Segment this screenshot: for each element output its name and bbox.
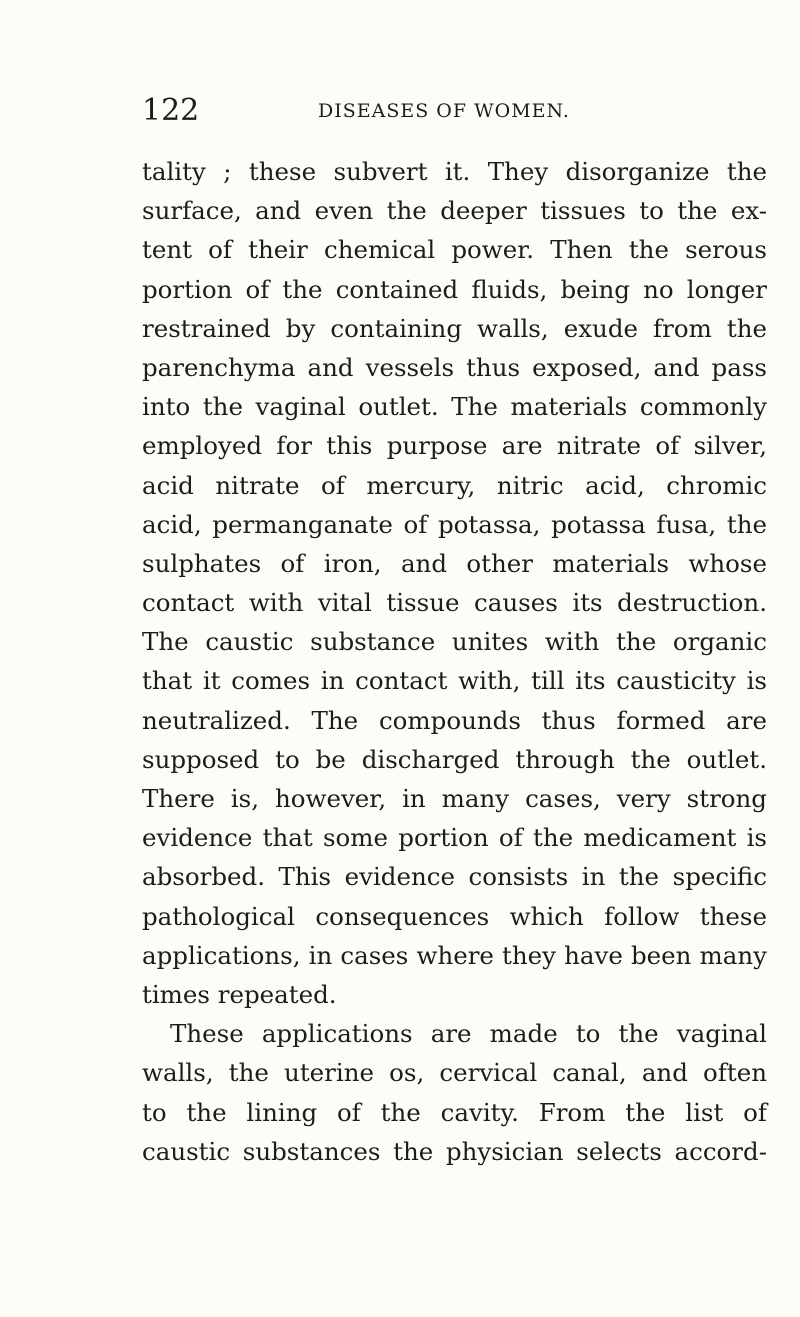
text-line: supposed to be discharged through the outlet. [142, 744, 767, 774]
text-line: to the lining of the cavity. From the list of [142, 1097, 767, 1127]
text-line: The caustic substance unites with the organic [142, 627, 767, 657]
text-line: sulphates of iron, and other materials whose [142, 548, 767, 578]
text-line: acid nitrate of mercury, nitric acid, chromic [142, 470, 767, 500]
text-line: employed for this purpose are nitrate of silver, [142, 431, 767, 461]
running-head [142, 91, 782, 131]
text-line: parenchyma and vessels thus exposed, and pass [142, 352, 767, 382]
text-line: restrained by containing walls, exude from the [142, 313, 767, 343]
text-line: applications, in cases where they have been many [142, 940, 767, 970]
text-line: absorbed. This evidence consists in the specific [142, 862, 767, 892]
text-line: portion of the contained fluids, being no longer [142, 274, 767, 304]
text-line: tent of their chemical power. Then the serous [142, 235, 767, 265]
text-line: tality ; these subvert it. They disorganize the [142, 157, 767, 186]
text-line: contact with vital tissue causes its destruction. [142, 588, 767, 618]
text-line: walls, the uterine os, cervical canal, and often [142, 1058, 767, 1088]
paragraph-start-line: These applications are made to the vaginal [170, 1019, 767, 1049]
text-line: neutralized. The compounds thus formed are [142, 705, 767, 735]
text-line: surface, and even the deeper tissues to the ex- [142, 196, 767, 226]
text-line: caustic substances the physician selects accord- [142, 1136, 767, 1166]
running-title: DISEASES OF WOMEN. [318, 100, 570, 122]
text-line: evidence that some portion of the medicament is [142, 823, 767, 853]
text-line: that it comes in contact with, till its causticity is [142, 666, 767, 696]
body-text [142, 152, 767, 1171]
text-line: There is, however, in many cases, very strong [142, 784, 767, 813]
paragraph-end-line: times repeated. [142, 979, 337, 1009]
text-line: acid, permanganate of potassa, potassa fusa, the [142, 509, 767, 539]
text-line: into the vaginal outlet. The materials commonly [142, 392, 767, 422]
page-number: 122 [142, 93, 200, 128]
text-line: pathological consequences which follow these [142, 901, 767, 931]
